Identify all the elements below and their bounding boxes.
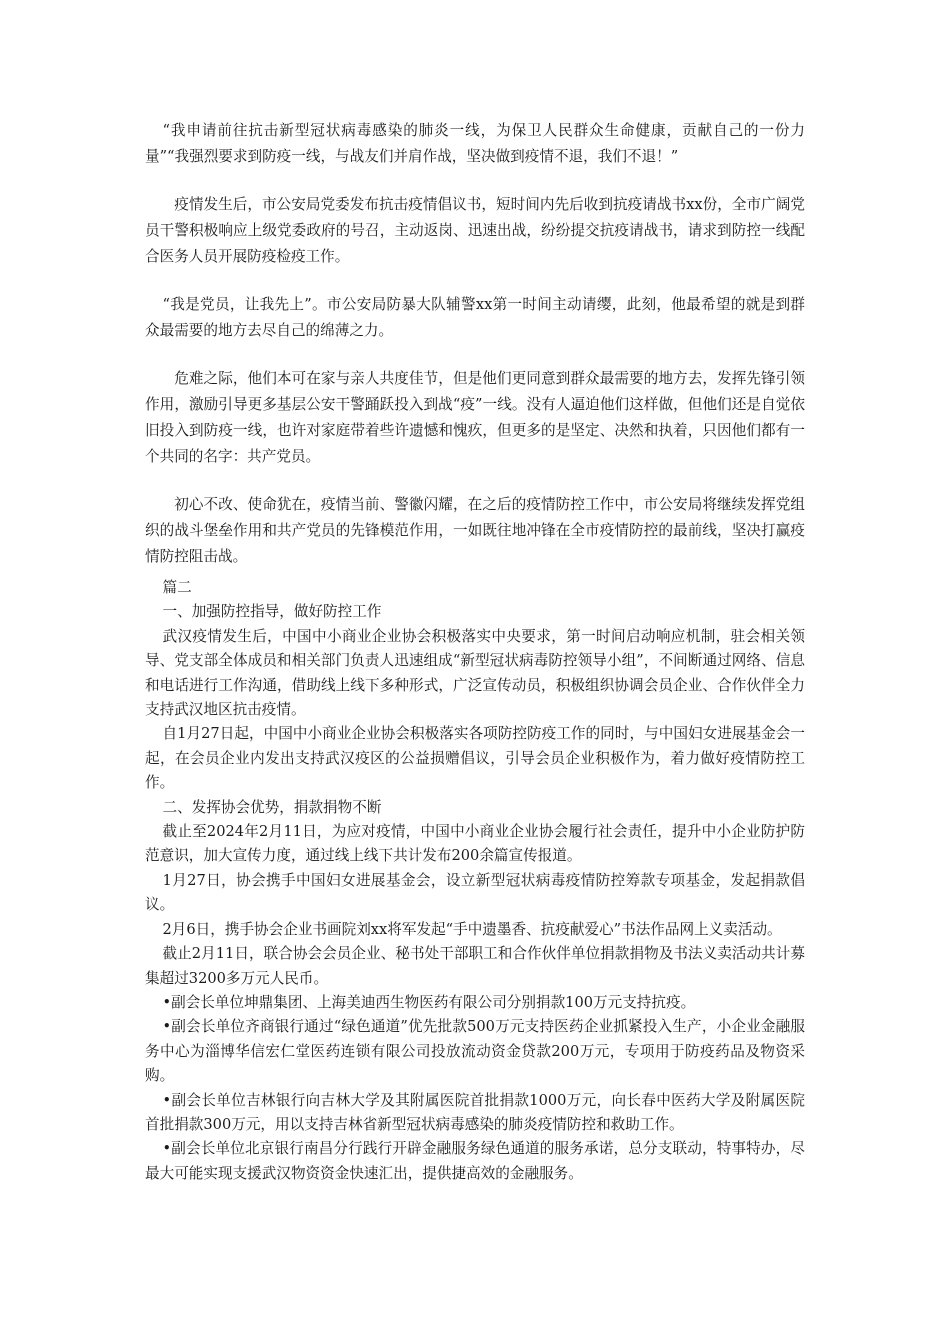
paragraph: 截止至2024年2月11日，为应对疫情，中国中小商业企业协会履行社会责任，提升中小企业防护防范意识，加大宣传力度，通过线上线下共计发布200余篇宣传报道。: [145, 823, 805, 865]
paragraph: 初心不改、使命犹在，疫情当前、警徽闪耀，在之后的疫情防控工作中，市公安局将继续发挥党组织的战斗堡垒作用和共产党员的先锋模范作用，一如既往地冲锋在全市疫情防控的最前线，坚决打赢疫情防控阻击战。: [145, 496, 805, 565]
section-heading: 二、发挥协会优势，捐款捐物不断: [162, 798, 382, 816]
paragraph: 疫情发生后，市公安局党委发布抗击疫情倡议书，短时间内先后收到抗疫请战书xx份，全市广阔党员干警积极响应上级党委政府的号召，主动返岗、迅速出战，纷纷提交抗疫请战书，请求到防控一线配合医务人员开展防疫检疫工作。: [145, 196, 805, 265]
paragraph: 1月27日，协会携手中国妇女进展基金会，设立新型冠状病毒疫情防控筹款专项基金，发起捐款倡议。: [145, 871, 805, 914]
bullet-item: •副会长单位坤鼎集团、上海美迪西生物医药有限公司分别捐款100万元支持抗疫。: [162, 993, 696, 1011]
paragraph: 2月6日，携手协会企业书画院刘xx将军发起“手中遗墨香、抗疫献爱心”书法作品网上义卖活动。: [162, 920, 782, 938]
paragraph: 武汉疫情发生后，中国中小商业企业协会积极落实中央要求，第一时间启动响应机制，驻会相关领导、党支部全体成员和相关部门负责人迅速组成“新型冠状病毒防控领导小组”，不间断通过网络、信息和电话进行工作沟通，借助线上线下多种形式，广泛宣传动员，积极组织协调会员企业、合作伙伴全力支持武汉地区抗击疫情。: [145, 627, 805, 719]
paragraph: 自1月27日起，中国中小商业企业协会积极落实各项防控防疫工作的同时，与中国妇女进展基金会一起，在会员企业内发出支持武汉疫区的公益损赠倡议，引导会员企业积极作为，着力做好疫情防控工作。: [145, 725, 805, 792]
bullet-item: •副会长单位吉林银行向吉林大学及其附属医院首批捐款1000万元，向长春中医药大学及附属医院首批捐款300万元，用以支持吉林省新型冠状病毒感染的肺炎疫情防控和救助工作。: [145, 1091, 805, 1133]
bullet-item: •副会长单位北京银行南昌分行践行开辟金融服务绿色通道的服务承诺，总分支联动，特事特办，尽最大可能实现支援武汉物资资金快速汇出，提供捷高效的金融服务。: [145, 1140, 805, 1182]
bullet-item: •副会长单位齐商银行通过“绿色通道”优先批款500万元支持医药企业抓紧投入生产，小企业金融服务中心为淄博华信宏仁堂医药连锁有限公司投放流动资金贷款200万元，专项用于防疫药品及物资采购。: [145, 1018, 805, 1085]
paragraph: 截止2月11日，联合协会会员企业、秘书处干部职工和合作伙伴单位捐款捐物及书法义卖活动共计募集超过3200多万元人民币。: [145, 945, 805, 987]
quote-paragraph: “我是党员，让我先上”。市公安局防暴大队辅警xx第一时间主动请缨，此刻，他最希望的就是到群众最需要的地方去尽自己的绵薄之力。: [145, 296, 805, 339]
paragraph: 危难之际，他们本可在家与亲人共度佳节，但是他们更同意到群众最需要的地方去，发挥先锋引领作用，激励引导更多基层公安干警踊跃投入到战“疫”一线。没有人逼迫他们这样做，但他们还是自觉依旧投入到防疫一线，也许对家庭带着些许遗憾和愧疚，但更多的是坚定、决然和执着，只因他们都有一个共同的名字：共产党员。: [145, 370, 805, 465]
section-heading: 一、加强防控指导，做好防控工作: [162, 603, 382, 621]
quote-paragraph: “我申请前往抗击新型冠状病毒感染的肺炎一线，为保卫人民群众生命健康，贡献自己的一份力量”“我强烈要求到防疫一线，与战友们并肩作战，坚决做到疫情不退，我们不退！”: [145, 122, 805, 165]
document-body: [145, 118, 805, 1186]
section-title: 篇二: [162, 579, 192, 596]
